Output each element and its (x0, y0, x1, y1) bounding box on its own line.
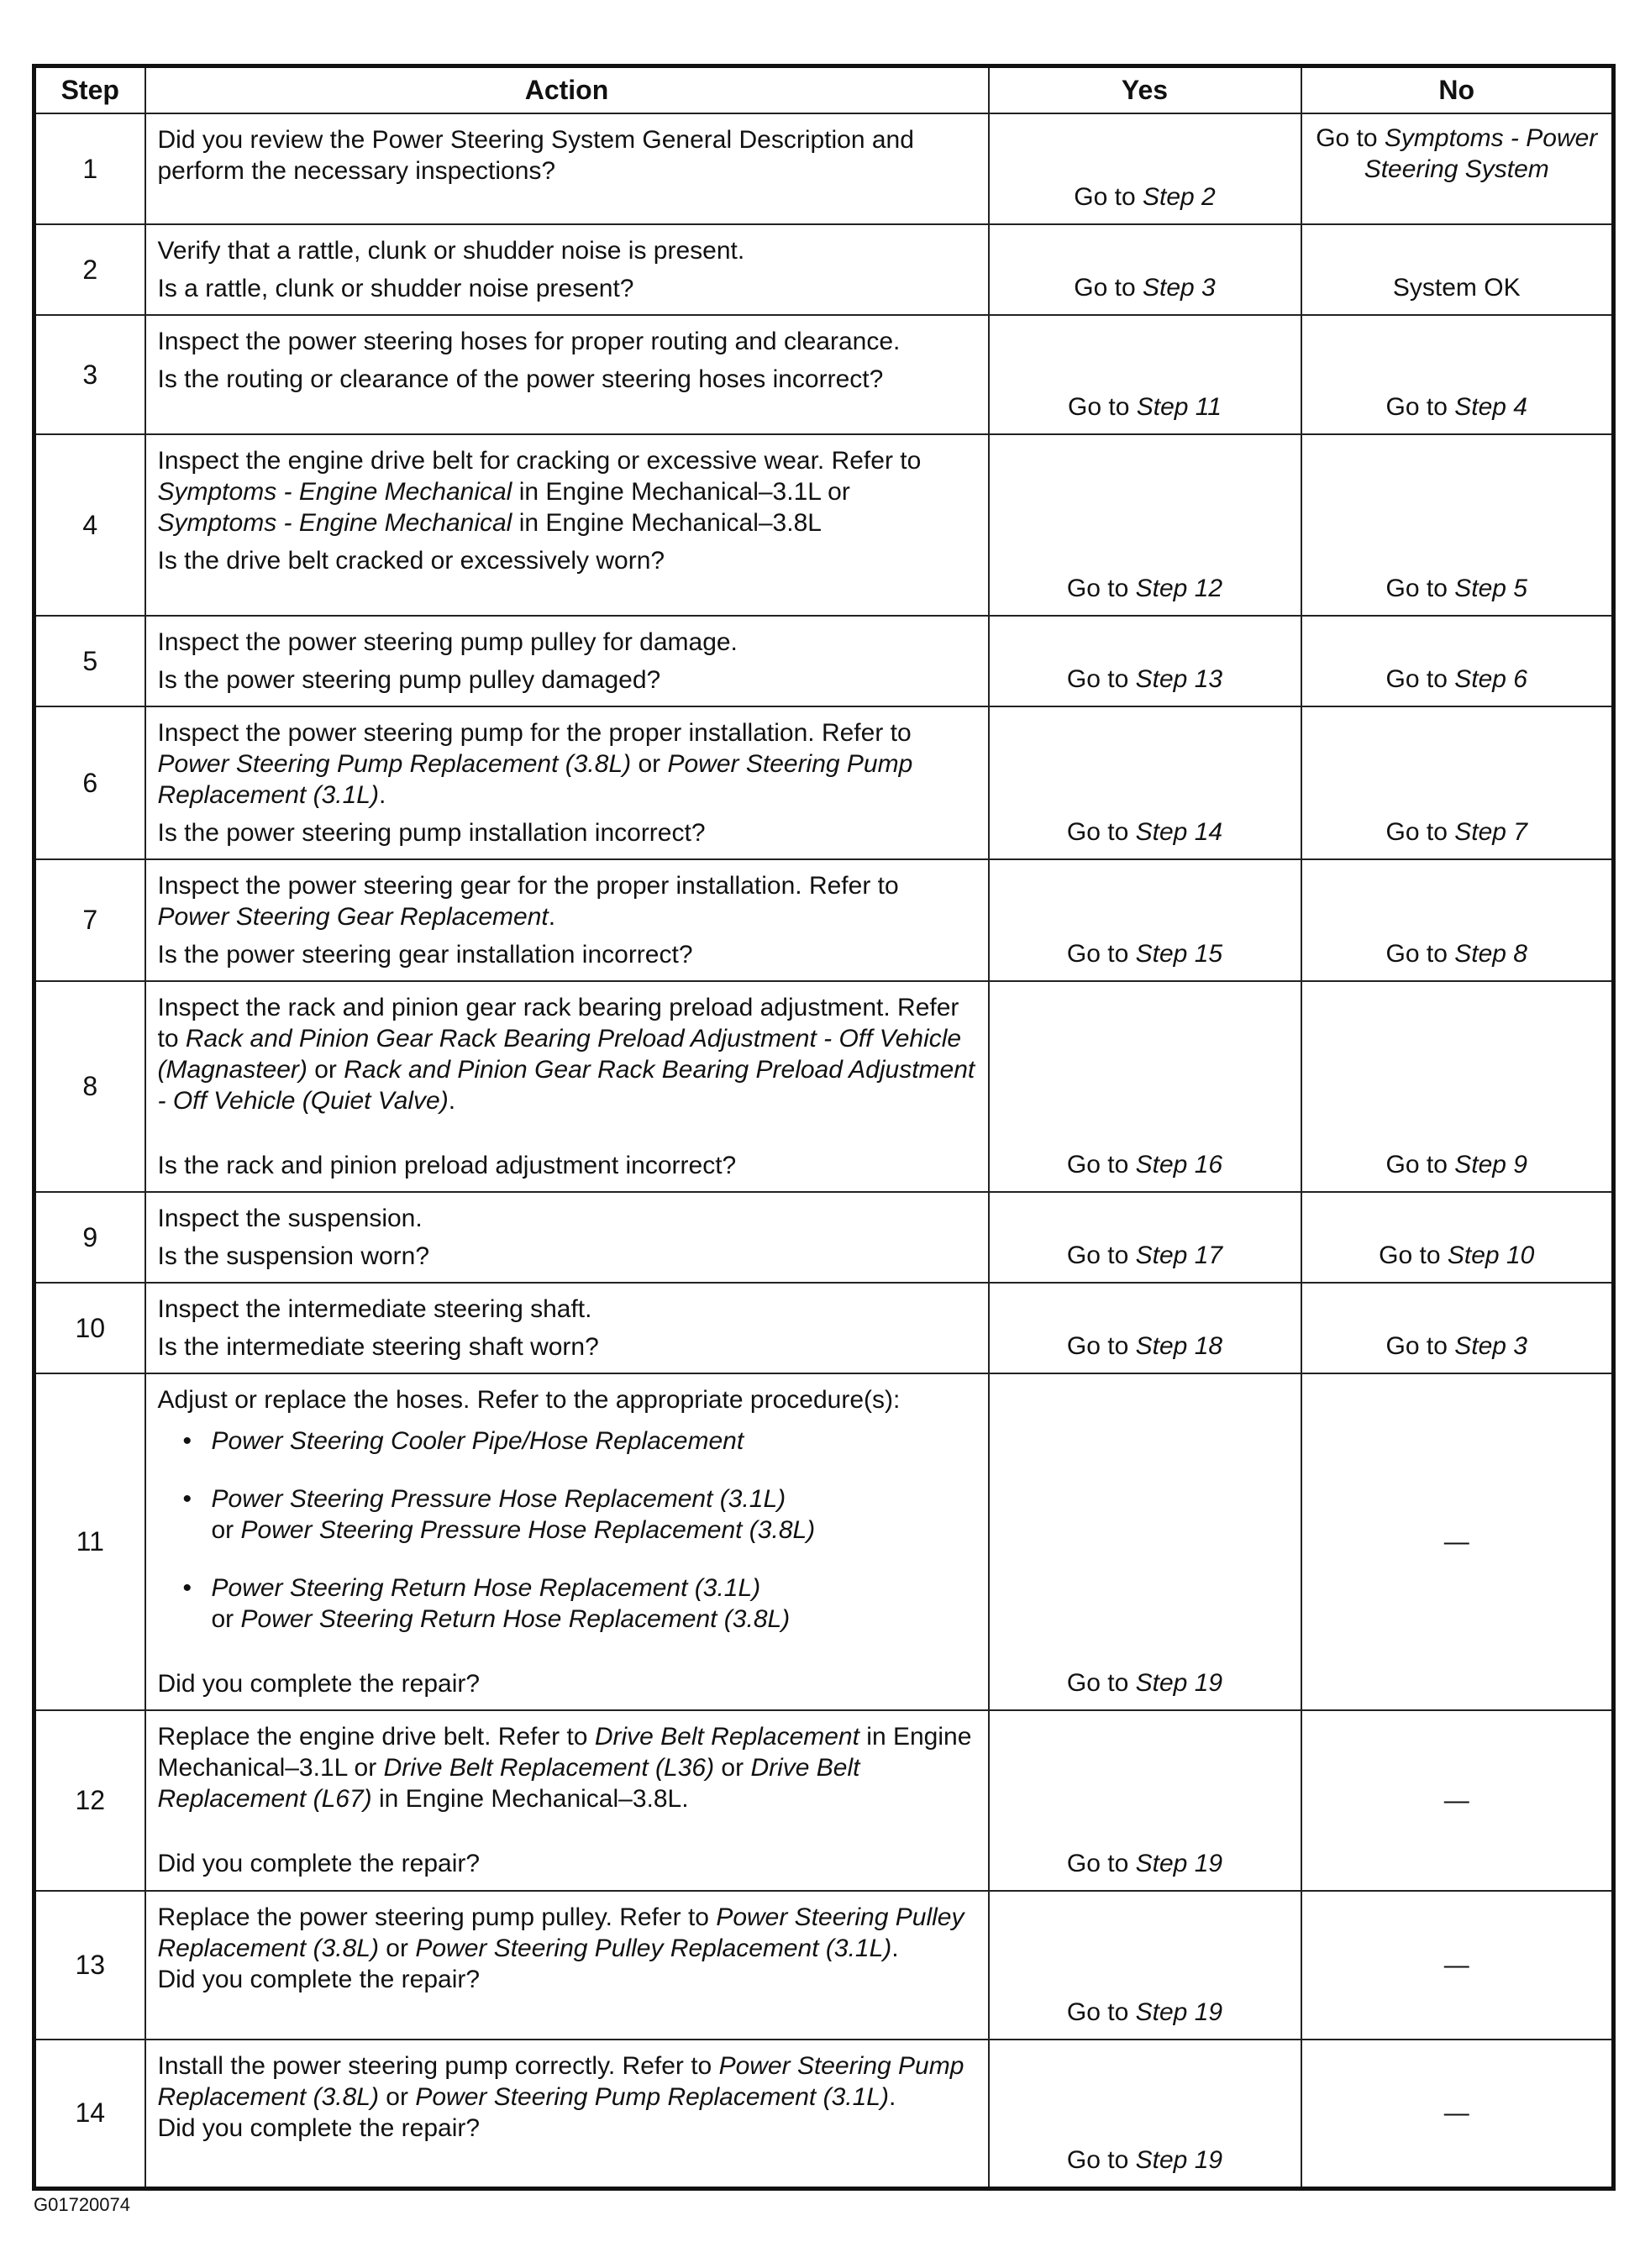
yes-cell (989, 113, 1301, 224)
yes-prefix: Go to (1066, 1669, 1136, 1697)
spacer (158, 1635, 976, 1668)
action-cell (145, 706, 989, 859)
step-number: 4 (34, 434, 145, 616)
lead-text: in Engine Mechanical–3.1L or (512, 478, 850, 506)
yes-prefix: Go to (1066, 818, 1136, 846)
yes-prefix: Go to (1074, 183, 1143, 211)
procedure-item (183, 1425, 976, 1457)
procedure-ref: Power Steering Return Hose Replacement (3.8L) (240, 1605, 791, 1633)
no-step-ref: Step 10 (1447, 1242, 1535, 1269)
yes-prefix: Go to (1068, 393, 1137, 421)
lead-text: . (448, 1087, 456, 1115)
procedure-item (183, 1572, 976, 1635)
lead-text: . (888, 2083, 896, 2111)
table-row (34, 1710, 1614, 1891)
yes-cell (989, 981, 1301, 1192)
no-dash: — (1443, 1951, 1469, 1979)
step-number: 3 (34, 315, 145, 434)
action-lead (158, 2050, 976, 2113)
header-row (34, 66, 1614, 114)
action-cell (145, 1891, 989, 2040)
no-cell (1301, 434, 1614, 616)
table-row (34, 2040, 1614, 2188)
yes-cell (989, 616, 1301, 706)
yes-cell (989, 2040, 1301, 2188)
lead-text: in Engine Mechanical–3.8L (512, 509, 822, 537)
or-text: or (211, 1605, 241, 1633)
no-step-ref: Step 4 (1454, 393, 1527, 421)
lead-text: in Engine Mechanical–3.1L or (157, 1723, 972, 1782)
step-number: 10 (34, 1283, 145, 1373)
no-step-ref: Step 3 (1454, 1332, 1527, 1360)
no-cell (1301, 315, 1614, 434)
yes-step-ref: Step 19 (1135, 1850, 1223, 1877)
step-number: 12 (34, 1710, 145, 1891)
yes-prefix: Go to (1066, 1332, 1136, 1360)
no-prefix: Go to (1316, 124, 1385, 152)
step-number: 9 (34, 1192, 145, 1283)
action-question: Is the rack and pinion preload adjustment incorrect? (157, 1152, 737, 1179)
procedure-ref: Power Steering Pressure Hose Replacement (3.1L) (211, 1485, 786, 1513)
action-lead: Inspect the power steering pump pulley for damage. (157, 628, 738, 656)
action-lead: Adjust or replace the hoses. Refer to the appropriate procedure(s): (157, 1386, 901, 1414)
yes-cell (989, 315, 1301, 434)
action-lead (158, 870, 976, 932)
procedure-ref: Power Steering Pump Replacement (3.8L) (157, 2052, 964, 2111)
lead-text: . (378, 781, 386, 809)
action-lead (158, 1902, 976, 1964)
step-number: 8 (34, 981, 145, 1192)
procedure-ref: Power Steering Pump Replacement (3.1L) (415, 2083, 889, 2111)
table-row (34, 224, 1614, 315)
procedure-ref: Power Steering Pulley Replacement (3.8L) (157, 1903, 964, 1962)
no-prefix: Go to (1385, 940, 1455, 968)
yes-prefix: Go to (1066, 575, 1136, 602)
table-body (34, 113, 1614, 2188)
procedure-ref: Power Steering Gear Replacement (157, 903, 549, 931)
diagnostic-table-sheet (32, 64, 1611, 2191)
yes-cell (989, 434, 1301, 616)
table-row (34, 1192, 1614, 1283)
action-question: Did you complete the repair? (157, 1850, 481, 1877)
yes-step-ref: Step 19 (1135, 2145, 1223, 2174)
yes-step-ref: Step 11 (1136, 393, 1222, 421)
action-question: Did you complete the repair? (157, 1670, 481, 1698)
table-row (34, 1373, 1614, 1710)
table-row (34, 616, 1614, 706)
lead-text: Install the power steering pump correctly. Refer to (157, 2052, 719, 2080)
yes-cell (989, 1283, 1301, 1373)
yes-cell (989, 706, 1301, 859)
step-number: 2 (34, 224, 145, 315)
no-prefix: Go to (1385, 393, 1455, 421)
action-cell (145, 434, 989, 616)
table-row (34, 1891, 1614, 2040)
action-lead: Did you review the Power Steering System General Description and perform the necessary inspections? (157, 126, 914, 185)
no-cell (1301, 1891, 1614, 2040)
table-row (34, 315, 1614, 434)
diagnostic-table (32, 64, 1616, 2191)
step-number: 14 (34, 2040, 145, 2188)
table-row (34, 706, 1614, 859)
procedure-ref: Symptoms - Engine Mechanical (157, 509, 512, 537)
action-lead (158, 445, 976, 538)
yes-step-ref: Step 16 (1135, 1151, 1223, 1179)
action-question: Is a rattle, clunk or shudder noise present? (157, 275, 634, 302)
yes-cell (989, 1891, 1301, 2040)
action-cell (145, 616, 989, 706)
yes-step-ref: Step 12 (1135, 575, 1223, 602)
lead-text: . (548, 903, 556, 931)
no-prefix: Go to (1385, 818, 1455, 846)
no-prefix: Go to (1385, 1151, 1455, 1179)
action-lead (158, 1721, 976, 1814)
header-step: Step (34, 66, 145, 114)
table-row (34, 981, 1614, 1192)
table-row (34, 434, 1614, 616)
procedure-ref: Power Steering Return Hose Replacement (3.1L) (211, 1574, 761, 1602)
lead-text: Replace the power steering pump pulley. Refer to (157, 1903, 717, 1931)
action-cell (145, 859, 989, 981)
yes-cell (989, 1373, 1301, 1710)
spacer (158, 1116, 976, 1150)
figure-id: G01720074 (34, 2194, 130, 2215)
header-action: Action (145, 66, 989, 114)
spacer (158, 1814, 976, 1848)
lead-text: Replace the engine drive belt. Refer to (157, 1723, 595, 1751)
yes-step-ref: Step 14 (1135, 818, 1223, 846)
procedure-ref: Drive Belt Replacement (L36) (383, 1754, 715, 1782)
step-number: 1 (34, 113, 145, 224)
action-question: Is the power steering gear installation incorrect? (157, 941, 693, 969)
action-cell (145, 1283, 989, 1373)
yes-prefix: Go to (1074, 274, 1143, 302)
yes-prefix: Go to (1066, 1850, 1136, 1877)
action-cell (145, 981, 989, 1192)
action-cell (145, 1192, 989, 1283)
no-prefix: Go to (1385, 575, 1455, 602)
step-number: 11 (34, 1373, 145, 1710)
yes-step-ref: Step 3 (1142, 274, 1216, 302)
action-question: Is the power steering pump installation incorrect? (157, 819, 706, 847)
no-cell (1301, 2040, 1614, 2188)
lead-text: . (891, 1935, 899, 1962)
no-step-ref: Step 7 (1454, 818, 1527, 846)
no-prefix: Go to (1385, 1332, 1455, 1360)
procedure-item (183, 1483, 976, 1546)
no-prefix: Go to (1379, 1242, 1448, 1269)
action-question: Did you complete the repair? (157, 2114, 481, 2142)
no-cell (1301, 706, 1614, 859)
procedure-ref: Power Steering Pressure Hose Replacement (3.8L) (240, 1516, 816, 1544)
step-number: 13 (34, 1891, 145, 2040)
no-dash: — (1443, 1787, 1469, 1814)
procedure-ref: Drive Belt Replacement (594, 1723, 859, 1751)
lead-text: Inspect the power steering gear for the proper installation. Refer to (157, 872, 899, 900)
no-dash: — (1443, 1528, 1469, 1556)
no-cell (1301, 1373, 1614, 1710)
action-cell (145, 2040, 989, 2188)
action-question: Did you complete the repair? (157, 1966, 481, 1993)
yes-prefix: Go to (1066, 940, 1136, 968)
action-cell (145, 224, 989, 315)
yes-cell (989, 1192, 1301, 1283)
procedure-list (158, 1425, 976, 1635)
no-cell (1301, 859, 1614, 981)
header-yes: Yes (989, 66, 1301, 114)
no-symptoms-ref: Symptoms - Power Steering System (1364, 124, 1598, 183)
table-row (34, 859, 1614, 981)
yes-step-ref: Step 19 (1135, 1998, 1223, 2026)
action-question: Is the routing or clearance of the power steering hoses incorrect? (157, 365, 884, 393)
yes-step-ref: Step 18 (1135, 1332, 1223, 1360)
no-step-ref: Step 6 (1454, 665, 1527, 693)
lead-text: in Engine Mechanical–3.8L. (371, 1785, 689, 1813)
procedure-ref: Power Steering Pump Replacement (3.8L) (157, 750, 632, 778)
no-cell (1301, 113, 1614, 224)
procedure-ref: Rack and Pinion Gear Rack Bearing Preload Adjustment - Off Vehicle (Magnasteer) (157, 1025, 962, 1084)
lead-text: or (631, 750, 668, 778)
or-text: or (211, 1516, 241, 1544)
no-cell (1301, 616, 1614, 706)
table-row (34, 113, 1614, 224)
action-lead (158, 992, 976, 1116)
yes-cell (989, 224, 1301, 315)
action-lead: Inspect the suspension. (157, 1205, 423, 1232)
lead-text: or (307, 1056, 344, 1084)
no-prefix: Go to (1385, 665, 1455, 693)
yes-step-ref: Step 15 (1135, 940, 1223, 968)
yes-step-ref: Step 19 (1135, 1669, 1223, 1697)
yes-step-ref: Step 17 (1135, 1242, 1223, 1269)
action-question: Is the intermediate steering shaft worn? (157, 1333, 599, 1361)
yes-prefix: Go to (1066, 1242, 1136, 1269)
lead-text: or (714, 1754, 751, 1782)
no-cell (1301, 981, 1614, 1192)
action-question: Is the power steering pump pulley damaged? (157, 666, 661, 694)
step-number: 6 (34, 706, 145, 859)
yes-prefix: Go to (1066, 1151, 1136, 1179)
no-text: System OK (1392, 274, 1521, 302)
lead-text: Inspect the power steering pump for the proper installation. Refer to (157, 719, 912, 747)
no-cell (1301, 1192, 1614, 1283)
yes-step-ref: Step 13 (1135, 665, 1223, 693)
procedure-ref: Rack and Pinion Gear Rack Bearing Preload Adjustment - Off Vehicle (Quiet Valve) (157, 1056, 975, 1115)
procedure-ref: Drive Belt Replacement (L67) (157, 1754, 860, 1813)
procedure-ref: Symptoms - Engine Mechanical (157, 478, 512, 506)
step-number: 5 (34, 616, 145, 706)
step-number: 7 (34, 859, 145, 981)
no-cell (1301, 224, 1614, 315)
lead-text: or (378, 1935, 416, 1962)
no-dash: — (1443, 2099, 1469, 2128)
action-cell (145, 1710, 989, 1891)
yes-prefix: Go to (1066, 1998, 1136, 2026)
lead-text: or (378, 2083, 416, 2111)
table-row (34, 1283, 1614, 1373)
yes-step-ref: Step 2 (1142, 183, 1216, 211)
yes-cell (989, 1710, 1301, 1891)
no-cell (1301, 1710, 1614, 1891)
procedure-ref: Power Steering Pulley Replacement (3.1L) (415, 1935, 892, 1962)
procedure-ref: Power Steering Pump Replacement (3.1L) (157, 750, 913, 809)
action-lead: Inspect the intermediate steering shaft. (157, 1295, 592, 1323)
yes-cell (989, 859, 1301, 981)
action-lead: Inspect the power steering hoses for proper routing and clearance. (157, 328, 901, 355)
lead-text: Inspect the engine drive belt for cracking or excessive wear. Refer to (157, 447, 922, 475)
no-cell (1301, 1283, 1614, 1373)
no-step-ref: Step 8 (1454, 940, 1527, 968)
yes-prefix: Go to (1066, 665, 1136, 693)
action-cell (145, 113, 989, 224)
action-lead: Verify that a rattle, clunk or shudder noise is present. (157, 237, 745, 265)
action-cell (145, 1373, 989, 1710)
action-lead (158, 717, 976, 811)
procedure-ref: Power Steering Cooler Pipe/Hose Replacement (211, 1427, 744, 1455)
action-question: Is the suspension worn? (157, 1242, 430, 1270)
action-cell (145, 315, 989, 434)
header-no: No (1301, 66, 1614, 114)
yes-prefix: Go to (1066, 2145, 1136, 2174)
no-step-ref: Step 5 (1454, 575, 1527, 602)
no-step-ref: Step 9 (1454, 1151, 1527, 1179)
lead-text: Inspect the rack and pinion gear rack bearing preload adjustment. Refer to (157, 994, 959, 1053)
action-question: Is the drive belt cracked or excessively worn? (157, 547, 665, 575)
